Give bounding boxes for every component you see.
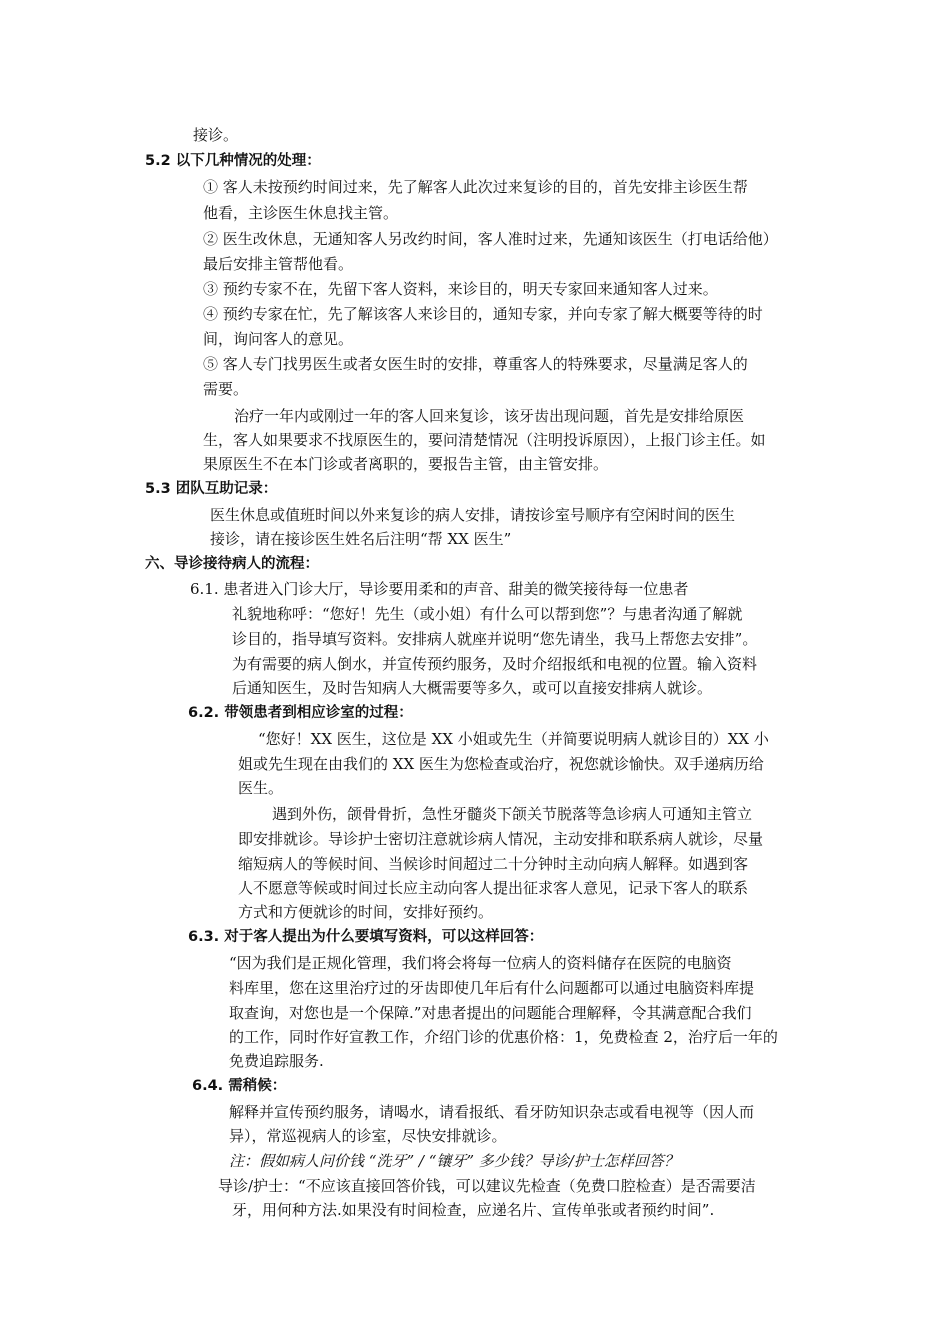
text-line: 接诊。 bbox=[193, 126, 239, 144]
paragraph-line: 诊目的，指导填写资料。安排病人就座并说明“您先请坐，我马上帮您去安排”。 bbox=[232, 630, 758, 648]
paragraph-line: 接诊，请在接诊医生姓名后注明“帮 XX 医生” bbox=[210, 530, 512, 548]
list-item-2: ② 医生改休息，无通知客人另改约时间，客人准时过来，先通知该医生（打电话给他） bbox=[203, 230, 778, 248]
paragraph-line: 遇到外伤，颌骨骨折，急性牙髓炎下颌关节脱落等急诊病人可通知主管立 bbox=[272, 805, 753, 823]
section-heading-6-4: 6.4. 需稍候： bbox=[192, 1078, 287, 1094]
list-item-4: ④ 预约专家在忙，先了解该客人来诊目的，通知专家，并向专家了解大概要等待的时 bbox=[203, 305, 763, 323]
section-heading-5-2: 5.2 以下几种情况的处理： bbox=[145, 153, 321, 169]
paragraph-line: 果原医生不在本门诊或者离职的，要报告主管，由主管安排。 bbox=[203, 455, 609, 473]
list-item-3: ③ 预约专家不在，先留下客人资料，来诊目的，明天专家回来通知客人过来。 bbox=[203, 280, 718, 298]
list-item-5: ⑤ 客人专门找男医生或者女医生时的安排，尊重客人的特殊要求，尽量满足客人的 bbox=[203, 355, 748, 373]
section-heading-5-3: 5.3 团队互助记录： bbox=[145, 481, 278, 497]
paragraph-line: 导诊/护士：“不应该直接回答价钱，可以建议先检查（免费口腔检查）是否需要洁 bbox=[218, 1177, 756, 1195]
paragraph-line: 的工作，同时作好宣教工作，介绍门诊的优惠价格：1，免费检查 2，治疗后一年的 bbox=[229, 1028, 778, 1046]
paragraph-line: “因为我们是正规化管理，我们将会将每一位病人的资料储存在医院的电脑资 bbox=[229, 954, 732, 972]
paragraph-line: 缩短病人的等候时间、当候诊时间超过二十分钟时主动向病人解释。如遇到客 bbox=[238, 855, 749, 873]
paragraph-line: 为有需要的病人倒水，并宣传预约服务，及时介绍报纸和电视的位置。输入资料 bbox=[232, 655, 758, 673]
paragraph-line: 礼貌地称呼：“您好！先生（或小姐）有什么可以帮到您”？与患者沟通了解就 bbox=[232, 605, 743, 623]
section-heading-6-1: 6.1. 患者进入门诊大厅，导诊要用柔和的声音、甜美的微笑接待每一位患者 bbox=[190, 580, 689, 598]
paragraph-line: 即安排就诊。导诊护士密切注意就诊病人情况，主动安排和联系病人就诊，尽量 bbox=[238, 830, 764, 848]
section-heading-6-3: 6.3. 对于客人提出为什么要填写资料，可以这样回答： bbox=[188, 929, 544, 945]
paragraph-line: 治疗一年内或刚过一年的客人回来复诊，该牙齿出现问题，首先是安排给原医 bbox=[234, 407, 745, 425]
paragraph-line: 方式和方便就诊的时间，安排好预约。 bbox=[238, 903, 494, 921]
text-line: 他看，主诊医生休息找主管。 bbox=[203, 204, 399, 222]
paragraph-line: 后通知医生，及时告知病人大概需要等多久，或可以直接安排病人就诊。 bbox=[232, 679, 713, 697]
text-line: 需要。 bbox=[203, 380, 249, 398]
paragraph-line: 料库里，您在这里治疗过的牙齿即使几年后有什么问题都可以通过电脑资料库提 bbox=[229, 979, 755, 997]
paragraph-line: 生，客人如果要求不找原医生的，要问清楚情况（注明投诉原因），上报门诊主任。如 bbox=[203, 431, 766, 449]
chapter-heading-6: 六、导诊接待病人的流程： bbox=[145, 556, 319, 572]
paragraph-line: 医生休息或值班时间以外来复诊的病人安排，请按诊室号顺序有空闲时间的医生 bbox=[210, 506, 736, 524]
paragraph-line: 姐或先生现在由我们的 XX 医生为您检查或治疗，祝您就诊愉快。双手递病历给 bbox=[238, 755, 764, 773]
paragraph-line: 人不愿意等候或时间过长应主动向客人提出征求客人意见，记录下客人的联系 bbox=[238, 879, 749, 897]
list-item-1: ① 客人未按预约时间过来，先了解客人此次过来复诊的目的，首先安排主诊医生帮 bbox=[203, 178, 748, 196]
paragraph-line: 免费追踪服务. bbox=[229, 1052, 324, 1070]
section-heading-6-2: 6.2. 带领患者到相应诊室的过程： bbox=[188, 705, 413, 721]
paragraph-line: “您好！XX 医生，这位是 XX 小姐或先生（并简要说明病人就诊目的）XX 小 bbox=[258, 730, 769, 748]
paragraph-line: 牙，用何种方法.如果没有时间检查，应递名片、宣传单张或者预约时间”. bbox=[232, 1201, 715, 1219]
paragraph-line: 解释并宣传预约服务，请喝水，请看报纸、看牙防知识杂志或看电视等（因人而 bbox=[229, 1103, 755, 1121]
paragraph-line: 医生。 bbox=[238, 779, 284, 797]
paragraph-line: 取查询，对您也是一个保障.”对患者提出的问题能合理解释，令其满意配合我们 bbox=[229, 1004, 752, 1022]
text-line: 最后安排主管帮他看。 bbox=[203, 255, 354, 273]
text-line: 间，询问客人的意见。 bbox=[203, 330, 354, 348]
paragraph-line: 异），常巡视病人的诊室，尽快安排就诊。 bbox=[229, 1127, 507, 1145]
note-line: 注：假如病人问价钱 “洗牙” / “镶牙” 多少钱？导诊/护士怎样回答？ bbox=[229, 1152, 679, 1170]
